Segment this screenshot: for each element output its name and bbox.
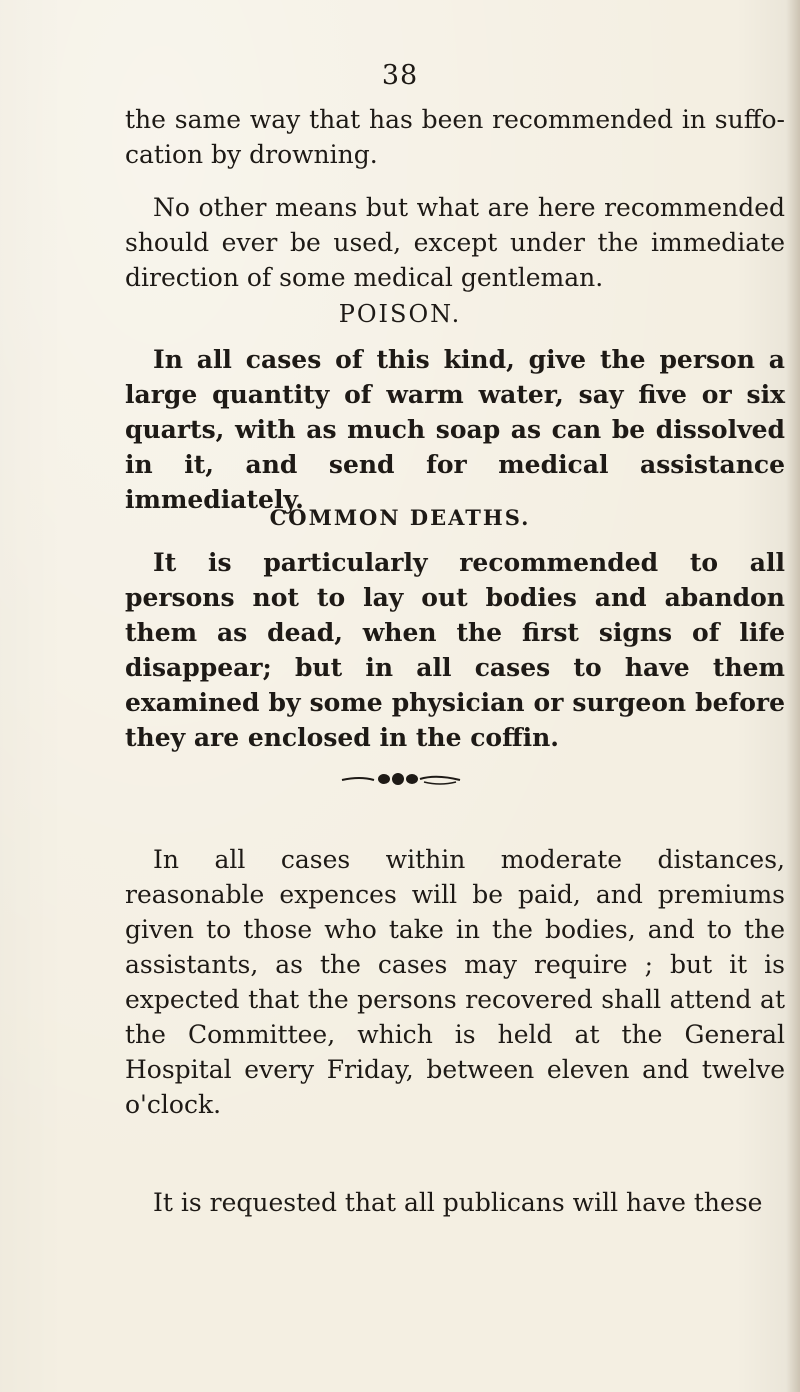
paragraph-common-deaths: It is particularly recommended to all persons not to lay out bodies and abandon them as dead, when the first signs of life disappear; but in all cases to have them examined by some physician or surgeon before they are enclosed in the coffin. bbox=[125, 548, 785, 752]
page-edge-shadow bbox=[786, 0, 800, 1392]
paragraph-poison: In all cases of this kind, give the person a large quantity of warm water, say five or six quarts, with as much soap as can be dissolved in it, and send for medical assistance immediately. bbox=[125, 345, 785, 514]
paragraph-publicans: It is requested that all publicans will have these bbox=[153, 1188, 763, 1217]
heading-poison: POISON. bbox=[338, 300, 462, 328]
page-number: 38 bbox=[381, 60, 419, 91]
paragraph-other-means: No other means but what are here recommended should ever be used, except under the immediate direction of some medical gentleman. bbox=[125, 193, 785, 292]
heading-common-deaths: COMMON DEATHS. bbox=[269, 505, 531, 530]
printer-ornament-icon bbox=[340, 768, 462, 790]
paragraph-expences: In all cases within moderate distances, reasonable expences will be paid, and premiums given to those who take in the bodies, and to the assistants, as the cases may require ; but it is expected that the persons recovered shall attend at the Committee, which is held at the General Hospital every Friday, between eleven and twelve o'clock. bbox=[125, 845, 785, 1119]
paragraph-suffocation: the same way that has been recommended in suffo-cation by drowning. bbox=[125, 105, 785, 169]
